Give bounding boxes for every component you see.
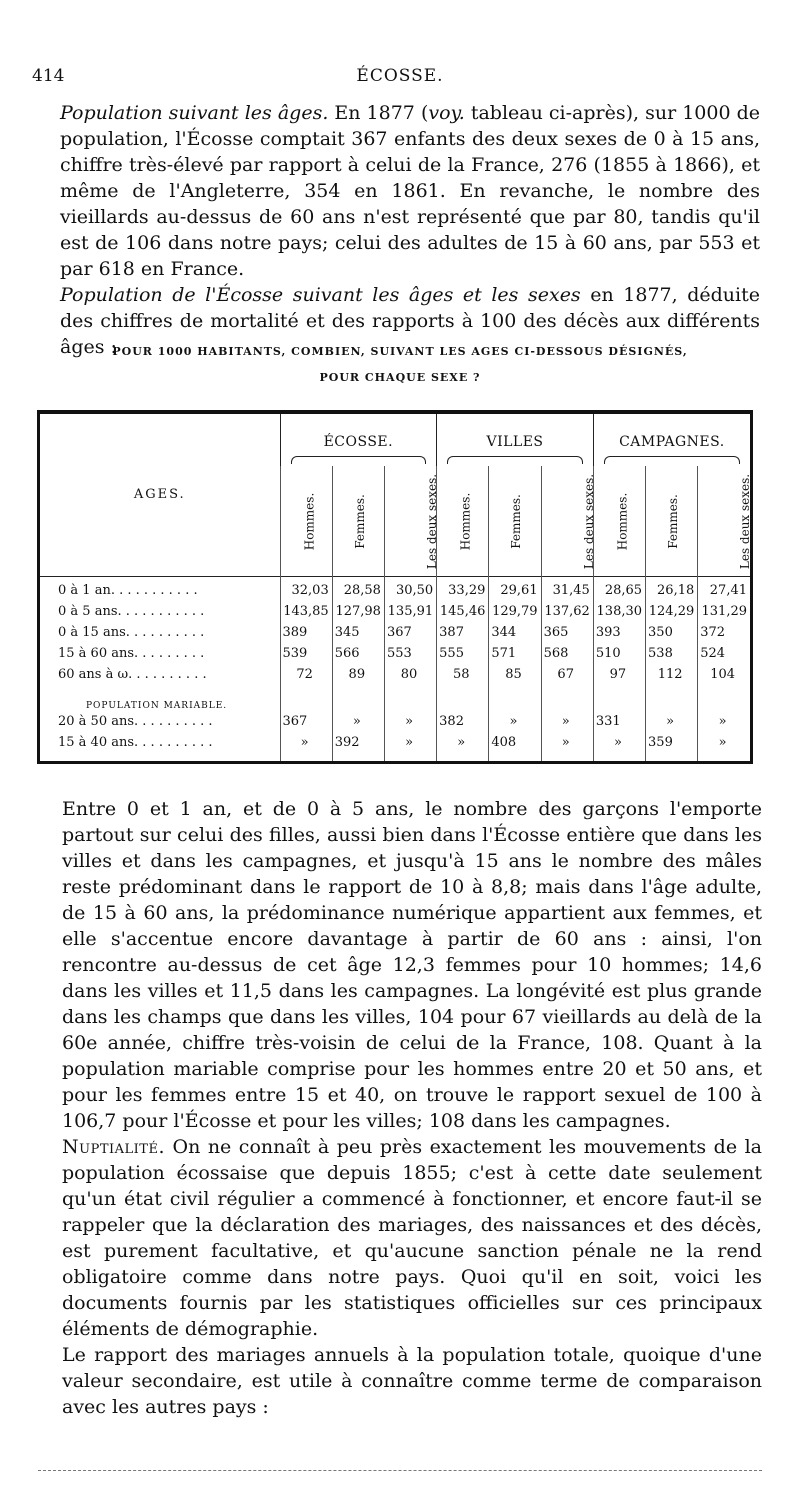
section-heading-sexes: Population de l'Écosse suivant les âges et les sexes <box>60 284 581 306</box>
page-number: 414 <box>32 66 65 86</box>
group-brace <box>593 454 750 466</box>
section-heading-nuptialite: Nuptialité. <box>62 1136 165 1158</box>
section-title-mariable: POPULATION MARIABLE. <box>86 701 228 711</box>
page-header <box>30 66 770 88</box>
ages-column-header: AGES. <box>133 487 186 503</box>
table-row: 0 à 5 ans. . . . . . . . . . . 143,85 127,98 135,91 145,46 129,79 137,62 138,30 124,29 131,29 <box>40 601 750 622</box>
body-paragraphs <box>62 796 762 1420</box>
row-label: 60 ans à ω. . . . . . . . . . <box>58 667 207 682</box>
table-caption-line-2: POUR CHAQUE SEXE ? <box>319 371 481 384</box>
sub-header-deux-sexes: Les deux sexes. <box>384 466 436 576</box>
population-table <box>37 410 753 764</box>
table-row: 15 à 60 ans. . . . . . . . . 539 566 553 555 571 568 510 538 524 <box>40 643 750 664</box>
row-label: 0 à 5 ans. . . . . . . . . . . <box>58 604 205 619</box>
group-brace <box>437 454 594 466</box>
group-header-ecosse: ÉCOSSE. <box>280 414 437 454</box>
group-brace <box>280 454 437 466</box>
sub-header-deux-sexes: Les deux sexes. <box>541 466 593 576</box>
row-label: 15 à 40 ans. . . . . . . . . . <box>58 735 213 750</box>
row-label: 0 à 1 an. . . . . . . . . . . <box>58 583 198 598</box>
body-paragraph-3: Le rapport des mariages annuels à la population totale, quoique d'une valeur secondaire, est utile à connaître comme terme de comparaison avec les autres pays : <box>62 1344 762 1418</box>
population-data-table <box>40 414 753 761</box>
group-header-campagnes: CAMPAGNES. <box>593 414 750 454</box>
sub-header-deux-sexes: Les deux sexes. <box>698 466 750 576</box>
table-row: 15 à 40 ans. . . . . . . . . . » 392 » » 408 » » 359 » <box>40 732 750 753</box>
section-heading-ages: Population suivant les âges. <box>60 102 329 124</box>
sub-header-hommes: Hommes. <box>437 466 489 576</box>
row-label: 15 à 60 ans. . . . . . . . . <box>58 646 205 661</box>
sub-header-hommes: Hommes. <box>593 466 645 576</box>
sub-header-femmes: Femmes. <box>489 466 541 576</box>
footer-rule <box>38 1470 762 1471</box>
table-row: 60 ans à ω. . . . . . . . . . 72 89 80 58 85 67 97 112 104 <box>40 664 750 685</box>
row-label: 0 à 15 ans. . . . . . . . . . <box>58 625 205 640</box>
sub-header-hommes: Hommes. <box>280 466 332 576</box>
table-row: 0 à 1 an. . . . . . . . . . . 32,03 28,58 30,50 33,29 29,61 31,45 28,65 26,18 27,41 <box>40 580 750 601</box>
running-title: ÉCOSSE. <box>356 66 444 86</box>
row-label: 20 à 50 ans. . . . . . . . . . <box>58 714 213 729</box>
table-row: 20 à 50 ans. . . . . . . . . . 367 » » 382 » » 331 » » <box>40 711 750 732</box>
intro-paragraphs <box>60 100 760 360</box>
intro-paragraph-1: Population suivant les âges. En 1877 (voy. tableau ci-après), sur 1000 de population, l'Écosse comptait 367 enfants des deux sexes de 0 à 15 ans, chiffre très-élevé par rapport à celui de la France, 276 (1855 à 1866), et même de l'Angleterre, 354 en 1861. En revanche, le nombre des vieillards au-dessus de 60 ans n'est représenté que par 80, tandis qu'il est de 106 dans notre pays; celui des adultes de 15 à 60 ans, par 553 et par 618 en France. <box>60 102 760 280</box>
sub-header-femmes: Femmes. <box>646 466 698 576</box>
intro-paragraph-2: Population de l'Écosse suivant les âges et les sexes en 1877, déduite des chiffres de mortalité et des rapports à 100 des décès aux différents âges : <box>60 284 760 358</box>
body-paragraph-1: Entre 0 et 1 an, et de 0 à 5 ans, le nombre des garçons l'emporte partout sur celui des filles, aussi bien dans l'Écosse entière que dans les villes et dans les campagnes, et jusqu'à 15 ans le nombre des mâles reste prédominant dans le rapport de 10 à 8,8; mais dans l'âge adulte, de 15 à 60 ans, la prédominance numérique appartient aux femmes, et elle s'accentue encore davantage à partir de 60 ans : ainsi, l'on rencontre au-dessus de cet âge 12,3 femmes pour 10 hommes; 14,6 dans les villes et 11,5 dans les campagnes. La longévité est plus grande dans les champs que dans les villes, 104 pour 67 vieillards au delà de la 60e année, chiffre très-voisin de celui de la France, 108. Quant à la population mariable comprise pour les hommes entre 20 et 50 ans, et pour les femmes entre 15 et 40, on trouve le rapport sexuel de 100 à 106,7 pour l'Écosse et pour les villes; 108 dans les campagnes. <box>62 798 762 1132</box>
group-header-villes: VILLES <box>437 414 594 454</box>
table-caption-line-1: POUR 1000 HABITANTS, COMBIEN, SUIVANT LES AGES CI-DESSOUS DÉSIGNÉS, <box>112 345 688 358</box>
table-row: 0 à 15 ans. . . . . . . . . . 389 345 367 387 344 365 393 350 372 <box>40 622 750 643</box>
body-paragraph-2: Nuptialité. On ne connaît à peu près exactement les mouvements de la population écossaise que depuis 1855; c'est à cette date seulement qu'un état civil régulier a commencé à fonctionner, et encore faut-il se rappeler que la déclaration des mariages, des naissances et des décès, est purement facultative, et qu'aucune sanction pénale ne la rend obligatoire comme dans notre pays. Quoi qu'il en soit, voici les documents fournis par les statistiques officielles sur ces principaux éléments de démographie. <box>62 1136 762 1340</box>
sub-header-femmes: Femmes. <box>332 466 384 576</box>
